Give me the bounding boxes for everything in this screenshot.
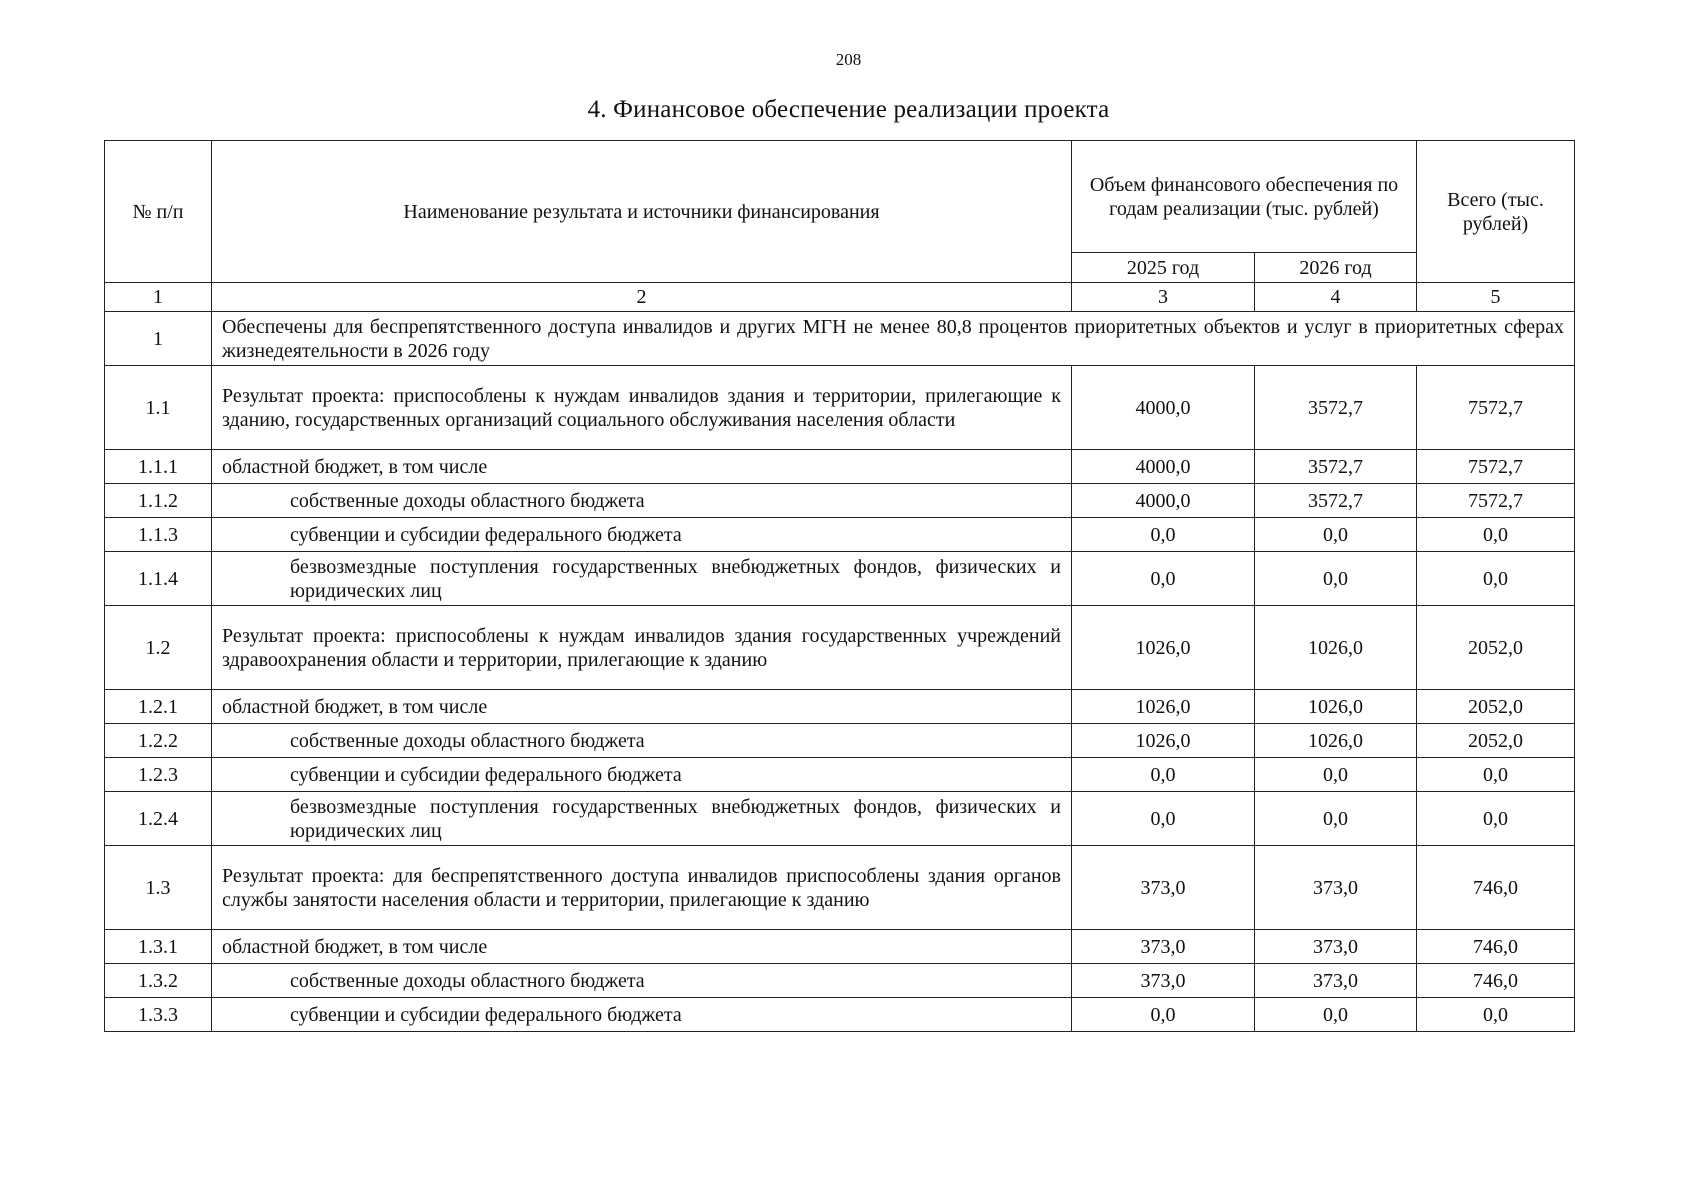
row-num: 1.1.2 (105, 484, 212, 518)
page-title: 4. Финансовое обеспечение реализации проекта (587, 96, 1110, 123)
row-value-2026: 0,0 (1255, 552, 1417, 606)
row-value-2026: 0,0 (1255, 758, 1417, 792)
row-value-2025: 1026,0 (1072, 690, 1255, 724)
row-value-total: 746,0 (1417, 930, 1575, 964)
row-value-total: 2052,0 (1417, 690, 1575, 724)
section-row (105, 312, 1575, 366)
table-row (105, 518, 1575, 552)
row-name: собственные доходы областного бюджета (212, 484, 1072, 518)
row-value-2026: 3572,7 (1255, 484, 1417, 518)
table-row (105, 606, 1575, 690)
row-value-2026: 1026,0 (1255, 724, 1417, 758)
section-text: Обеспечены для беспрепятственного доступа инвалидов и других МГН не менее 80,8 процентов приоритетных объектов и услуг в приоритетных сферах жизнедеятельности в 2026 году (212, 312, 1575, 366)
row-value-2025: 0,0 (1072, 518, 1255, 552)
column-index-row (105, 283, 1575, 312)
row-name: областной бюджет, в том числе (212, 930, 1072, 964)
row-value-2025: 4000,0 (1072, 450, 1255, 484)
header-num: № п/п (105, 141, 212, 283)
row-value-2025: 1026,0 (1072, 606, 1255, 690)
table-row (105, 930, 1575, 964)
header-year-2026: 2026 год (1255, 253, 1417, 283)
table-row (105, 846, 1575, 930)
header-total: Всего (тыс. рублей) (1417, 141, 1575, 283)
row-value-total: 7572,7 (1417, 450, 1575, 484)
row-value-2025: 0,0 (1072, 792, 1255, 846)
column-index: 5 (1417, 283, 1575, 312)
column-index: 4 (1255, 283, 1417, 312)
row-value-2026: 1026,0 (1255, 690, 1417, 724)
row-value-total: 746,0 (1417, 964, 1575, 998)
row-value-2026: 3572,7 (1255, 450, 1417, 484)
row-name: Результат проекта: приспособлены к нуждам инвалидов здания и территории, прилегающие к зданию, государственных организаций социального обслуживания населения области (212, 366, 1072, 450)
row-value-2026: 0,0 (1255, 792, 1417, 846)
row-value-2026: 1026,0 (1255, 606, 1417, 690)
row-name: субвенции и субсидии федерального бюджета (212, 518, 1072, 552)
header-year-2025: 2025 год (1072, 253, 1255, 283)
row-value-2025: 373,0 (1072, 930, 1255, 964)
row-value-2026: 373,0 (1255, 846, 1417, 930)
table-row (105, 964, 1575, 998)
row-value-2026: 373,0 (1255, 964, 1417, 998)
row-value-2025: 4000,0 (1072, 366, 1255, 450)
row-value-2025: 0,0 (1072, 552, 1255, 606)
row-name: собственные доходы областного бюджета (212, 724, 1072, 758)
row-value-2025: 373,0 (1072, 964, 1255, 998)
row-name: безвозмездные поступления государственных внебюджетных фондов, физических и юридических лиц (212, 792, 1072, 846)
table-row (105, 758, 1575, 792)
row-num: 1.1.1 (105, 450, 212, 484)
table-row (105, 792, 1575, 846)
row-value-2025: 373,0 (1072, 846, 1255, 930)
row-name: областной бюджет, в том числе (212, 690, 1072, 724)
row-value-total: 7572,7 (1417, 484, 1575, 518)
column-index: 2 (212, 283, 1072, 312)
table-row (105, 552, 1575, 606)
row-value-total: 0,0 (1417, 998, 1575, 1032)
section-num: 1 (105, 312, 212, 366)
row-num: 1.2 (105, 606, 212, 690)
table-row (105, 484, 1575, 518)
column-index: 3 (1072, 283, 1255, 312)
row-num: 1.3 (105, 846, 212, 930)
row-value-total: 0,0 (1417, 758, 1575, 792)
row-name: Результат проекта: для беспрепятственного доступа инвалидов приспособлены здания органов службы занятости населения области и территории, прилегающие к зданию (212, 846, 1072, 930)
row-value-total: 746,0 (1417, 846, 1575, 930)
row-value-2025: 1026,0 (1072, 724, 1255, 758)
row-num: 1.3.1 (105, 930, 212, 964)
row-value-total: 7572,7 (1417, 366, 1575, 450)
row-num: 1.3.3 (105, 998, 212, 1032)
header-name: Наименование результата и источники финансирования (212, 141, 1072, 283)
row-num: 1.1 (105, 366, 212, 450)
row-num: 1.3.2 (105, 964, 212, 998)
row-name: безвозмездные поступления государственных внебюджетных фондов, физических и юридических лиц (212, 552, 1072, 606)
row-value-2025: 0,0 (1072, 998, 1255, 1032)
row-num: 1.1.4 (105, 552, 212, 606)
row-value-total: 2052,0 (1417, 724, 1575, 758)
column-index: 1 (105, 283, 212, 312)
financing-table (104, 140, 1575, 1032)
table-row (105, 366, 1575, 450)
table-row (105, 690, 1575, 724)
row-name: областной бюджет, в том числе (212, 450, 1072, 484)
page-number: 208 (835, 50, 862, 69)
row-name: собственные доходы областного бюджета (212, 964, 1072, 998)
row-name: субвенции и субсидии федерального бюджета (212, 998, 1072, 1032)
table-row (105, 724, 1575, 758)
row-name: субвенции и субсидии федерального бюджета (212, 758, 1072, 792)
row-value-2026: 0,0 (1255, 998, 1417, 1032)
row-value-total: 2052,0 (1417, 606, 1575, 690)
row-value-2026: 3572,7 (1255, 366, 1417, 450)
row-value-total: 0,0 (1417, 792, 1575, 846)
row-num: 1.2.2 (105, 724, 212, 758)
row-value-2026: 373,0 (1255, 930, 1417, 964)
row-num: 1.1.3 (105, 518, 212, 552)
table-row (105, 998, 1575, 1032)
row-num: 1.2.4 (105, 792, 212, 846)
row-value-total: 0,0 (1417, 518, 1575, 552)
row-value-total: 0,0 (1417, 552, 1575, 606)
table-row (105, 450, 1575, 484)
row-name: Результат проекта: приспособлены к нуждам инвалидов здания государственных учреждений здравоохранения области и территории, прилегающие к зданию (212, 606, 1072, 690)
row-num: 1.2.1 (105, 690, 212, 724)
row-num: 1.2.3 (105, 758, 212, 792)
row-value-2025: 4000,0 (1072, 484, 1255, 518)
row-value-2026: 0,0 (1255, 518, 1417, 552)
row-value-2025: 0,0 (1072, 758, 1255, 792)
header-volume: Объем финансового обеспечения по годам реализации (тыс. рублей) (1072, 141, 1417, 253)
